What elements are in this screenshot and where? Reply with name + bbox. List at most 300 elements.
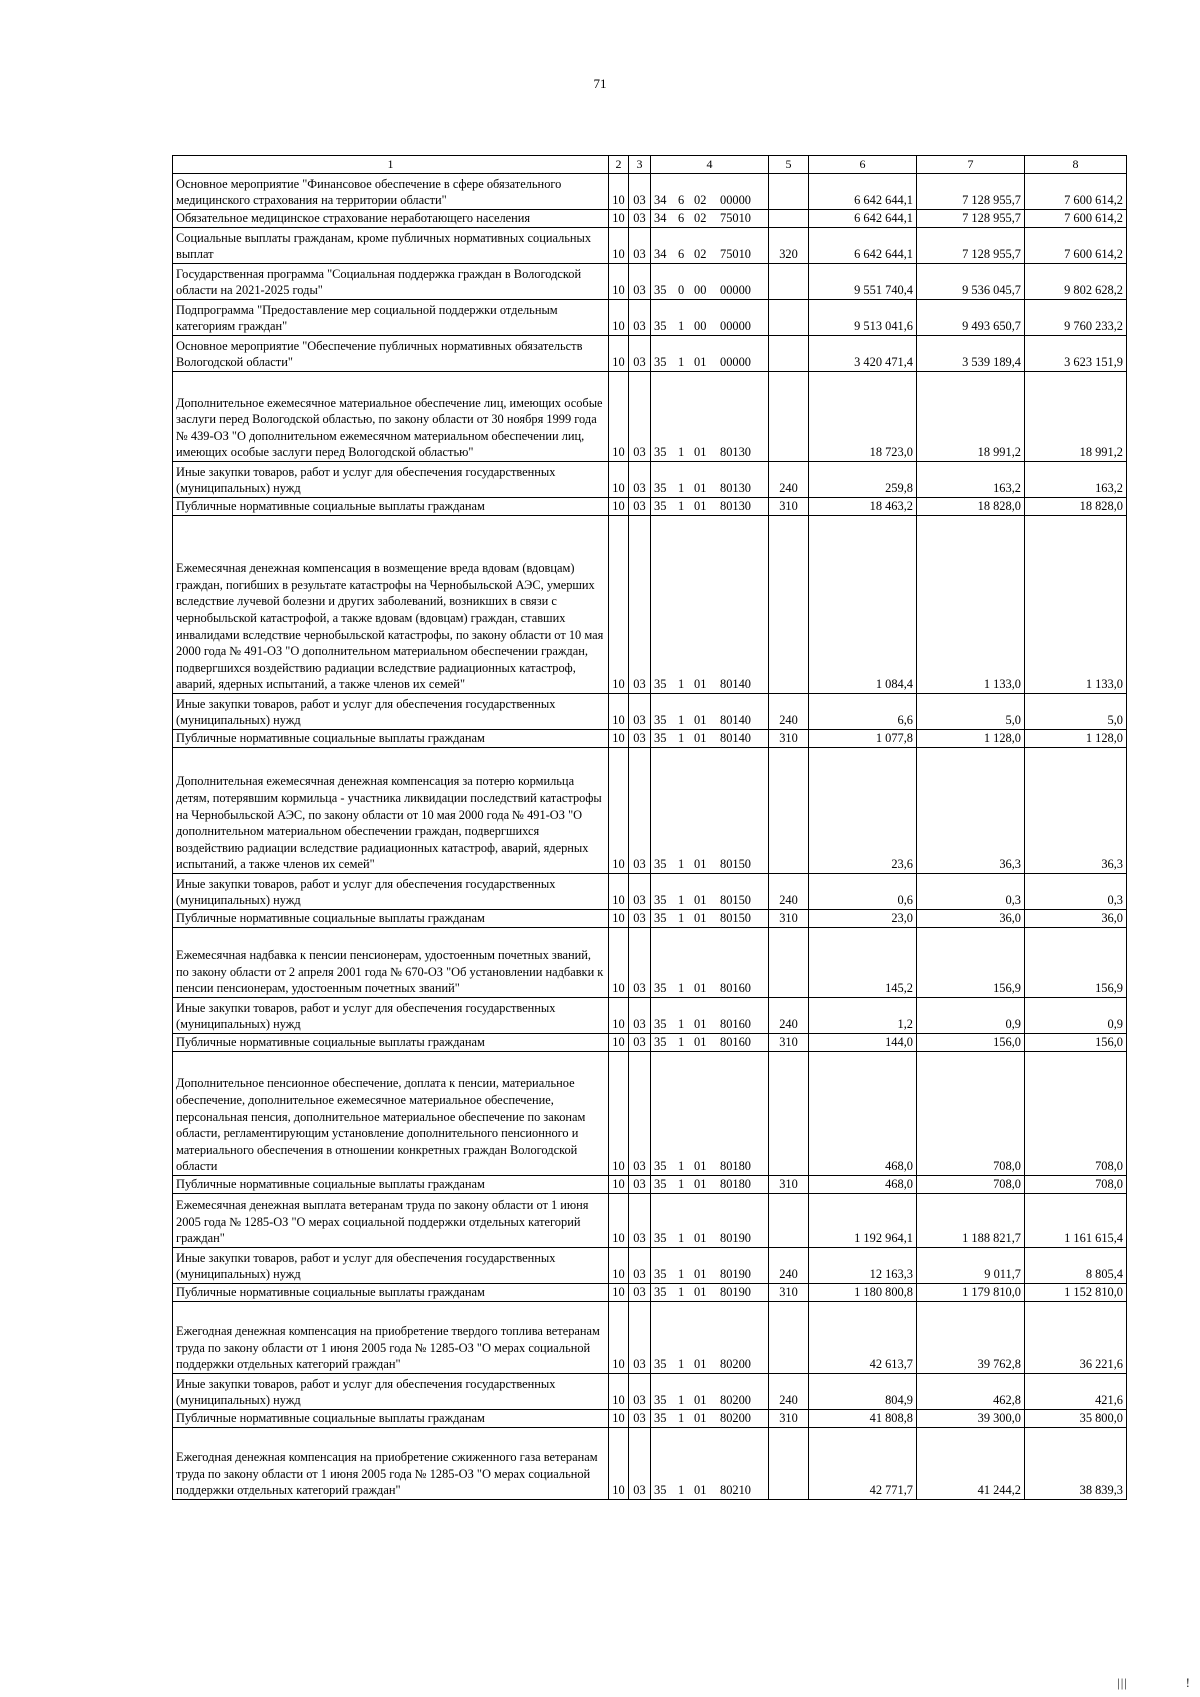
amount-year-2: 36,3 — [917, 748, 1025, 874]
direction-code: 80160 — [720, 1035, 751, 1050]
subsection-code: 03 — [629, 1194, 651, 1248]
table-row — [173, 748, 1127, 874]
row-name: Ежемесячная денежная компенсация в возмещение вреда вдовам (вдовцам) граждан, погибших в результате катастрофы на Чернобыльской АЭС, умерших вследствие лучевой болезни и других заболеваний, возникших в связи с чернобыльской катастрофой, а также вдовам (вдовцам) граждан, ставших инвалидами вследствие чернобыльской катастрофы, по закону области от 10 мая 2000 года № 491-ОЗ "О дополнительном материальном обеспечении граждан, подвергшихся воздействию радиации вследствие радиационных катастроф, аварий, ядерных испытаний, а также членов их семей" — [173, 516, 609, 694]
table-row — [173, 1410, 1127, 1428]
table-row — [173, 228, 1127, 264]
row-name: Дополнительная ежемесячная денежная компенсация за потерю кормильца детям, потерявшим кормильца - участника ликвидации последствий катастрофы на Чернобыльской АЭС, по закону области от 10 мая 2000 года № 491-ОЗ "О дополнительном материальном обеспечении граждан, подвергшихся воздействию радиации вследствие радиационных катастроф, аварий, ядерных испытаний, а также членов их семей" — [173, 748, 609, 874]
direction-code: 00000 — [720, 319, 751, 334]
amount-year-2: 9 011,7 — [917, 1248, 1025, 1284]
direction-code: 80130 — [720, 481, 751, 496]
program-code: 35 — [654, 1017, 667, 1032]
expense-type-code — [769, 264, 809, 300]
subprogram-code: 1 — [678, 1231, 685, 1246]
table-row — [173, 1302, 1127, 1374]
amount-year-3: 9 760 233,2 — [1025, 300, 1127, 336]
column-header: 5 — [769, 156, 809, 174]
section-code: 10 — [609, 1374, 629, 1410]
amount-year-1: 18 463,2 — [809, 498, 917, 516]
amount-year-2: 1 179 810,0 — [917, 1284, 1025, 1302]
target-article-code — [651, 174, 769, 210]
section-code: 10 — [609, 516, 629, 694]
section-code: 10 — [609, 372, 629, 462]
page-number: 71 — [593, 76, 607, 91]
subsection-code: 03 — [629, 694, 651, 730]
amount-year-2: 708,0 — [917, 1176, 1025, 1194]
target-article-code — [651, 1302, 769, 1374]
program-code: 35 — [654, 1231, 667, 1246]
row-name: Иные закупки товаров, работ и услуг для обеспечения государственных (муниципальных) нужд — [173, 1248, 609, 1284]
amount-year-1: 12 163,3 — [809, 1248, 917, 1284]
amount-year-3: 7 600 614,2 — [1025, 174, 1127, 210]
amount-year-2: 9 493 650,7 — [917, 300, 1025, 336]
row-name: Иные закупки товаров, работ и услуг для обеспечения государственных (муниципальных) нужд — [173, 1374, 609, 1410]
row-name: Обязательное медицинское страхование неработающего населения — [173, 210, 609, 228]
amount-year-3: 5,0 — [1025, 694, 1127, 730]
amount-year-3: 35 800,0 — [1025, 1410, 1127, 1428]
amount-year-3: 1 152 810,0 — [1025, 1284, 1127, 1302]
subsection-code: 03 — [629, 210, 651, 228]
subprogram-code: 1 — [678, 481, 685, 496]
amount-year-1: 145,2 — [809, 928, 917, 998]
subsection-code: 03 — [629, 1034, 651, 1052]
row-name: Дополнительное ежемесячное материальное обеспечение лиц, имеющих особые заслуги перед Вологодской областью, по закону области от 30 ноября 1999 года № 439-ОЗ "О дополнительном ежемесячном материальном обеспечении лиц, имеющих особые заслуги перед Вологодской областью" — [173, 372, 609, 462]
subsection-code: 03 — [629, 498, 651, 516]
section-code: 10 — [609, 210, 629, 228]
expense-type-code: 240 — [769, 462, 809, 498]
expense-type-code — [769, 174, 809, 210]
subsection-code: 03 — [629, 1410, 651, 1428]
table-row — [173, 462, 1127, 498]
event-code: 01 — [694, 499, 707, 514]
amount-year-1: 23,6 — [809, 748, 917, 874]
section-code: 10 — [609, 928, 629, 998]
direction-code: 00000 — [720, 193, 751, 208]
expense-type-code — [769, 516, 809, 694]
amount-year-1: 0,6 — [809, 874, 917, 910]
program-code: 35 — [654, 481, 667, 496]
section-code: 10 — [609, 1284, 629, 1302]
amount-year-2: 18 991,2 — [917, 372, 1025, 462]
direction-code: 80130 — [720, 499, 751, 514]
amount-year-2: 0,3 — [917, 874, 1025, 910]
target-article-code — [651, 694, 769, 730]
target-article-code — [651, 1428, 769, 1500]
row-name: Дополнительное пенсионное обеспечение, доплата к пенсии, материальное обеспечение, дополнительное ежемесячное материальное обеспечение, персональная пенсия, дополнительное материальное обеспечение по законам области, регламентирующим установление дополнительного пенсионного и материального обеспечения в отношении конкретных граждан Вологодской области — [173, 1052, 609, 1176]
section-code: 10 — [609, 1194, 629, 1248]
amount-year-3: 18 991,2 — [1025, 372, 1127, 462]
subsection-code: 03 — [629, 228, 651, 264]
program-code: 35 — [654, 893, 667, 908]
direction-code: 80190 — [720, 1285, 751, 1300]
direction-code: 80140 — [720, 731, 751, 746]
amount-year-2: 0,9 — [917, 998, 1025, 1034]
amount-year-3: 36 221,6 — [1025, 1302, 1127, 1374]
target-article-code — [651, 748, 769, 874]
section-code: 10 — [609, 748, 629, 874]
row-name: Государственная программа "Социальная поддержка граждан в Вологодской области на 2021-2025 годы" — [173, 264, 609, 300]
section-code: 10 — [609, 730, 629, 748]
section-code: 10 — [609, 336, 629, 372]
column-header: 1 — [173, 156, 609, 174]
direction-code: 80150 — [720, 893, 751, 908]
table-row — [173, 1428, 1127, 1500]
subprogram-code: 6 — [678, 247, 685, 262]
amount-year-3: 9 802 628,2 — [1025, 264, 1127, 300]
expense-type-code: 240 — [769, 998, 809, 1034]
expense-type-code: 310 — [769, 730, 809, 748]
subprogram-code: 1 — [678, 1483, 685, 1498]
subsection-code: 03 — [629, 300, 651, 336]
table-row — [173, 174, 1127, 210]
event-code: 01 — [694, 713, 707, 728]
subprogram-code: 1 — [678, 355, 685, 370]
section-code: 10 — [609, 998, 629, 1034]
direction-code: 80150 — [720, 857, 751, 872]
amount-year-1: 23,0 — [809, 910, 917, 928]
subsection-code: 03 — [629, 1176, 651, 1194]
amount-year-2: 462,8 — [917, 1374, 1025, 1410]
subprogram-code: 6 — [678, 193, 685, 208]
table-row — [173, 300, 1127, 336]
amount-year-1: 42 771,7 — [809, 1428, 917, 1500]
target-article-code — [651, 498, 769, 516]
amount-year-2: 163,2 — [917, 462, 1025, 498]
event-code: 02 — [694, 211, 707, 226]
subsection-code: 03 — [629, 998, 651, 1034]
table-row — [173, 694, 1127, 730]
amount-year-1: 6 642 644,1 — [809, 174, 917, 210]
amount-year-1: 9 551 740,4 — [809, 264, 917, 300]
target-article-code — [651, 1374, 769, 1410]
direction-code: 80140 — [720, 713, 751, 728]
target-article-code — [651, 928, 769, 998]
target-article-code — [651, 372, 769, 462]
section-code: 10 — [609, 1428, 629, 1500]
subprogram-code: 1 — [678, 713, 685, 728]
column-header: 8 — [1025, 156, 1127, 174]
target-article-code — [651, 1194, 769, 1248]
target-article-code — [651, 1052, 769, 1176]
amount-year-3: 156,9 — [1025, 928, 1127, 998]
target-article-code — [651, 228, 769, 264]
expense-type-code: 240 — [769, 1248, 809, 1284]
subprogram-code: 1 — [678, 1177, 685, 1192]
target-article-code — [651, 910, 769, 928]
program-code: 35 — [654, 1177, 667, 1192]
expense-type-code: 310 — [769, 1410, 809, 1428]
expense-type-code: 240 — [769, 1374, 809, 1410]
row-name: Иные закупки товаров, работ и услуг для обеспечения государственных (муниципальных) нужд — [173, 998, 609, 1034]
amount-year-1: 259,8 — [809, 462, 917, 498]
event-code: 01 — [694, 981, 707, 996]
subsection-code: 03 — [629, 1428, 651, 1500]
table-row — [173, 1052, 1127, 1176]
target-article-code — [651, 1248, 769, 1284]
program-code: 34 — [654, 247, 667, 262]
direction-code: 00000 — [720, 355, 751, 370]
program-code: 34 — [654, 211, 667, 226]
event-code: 01 — [694, 1483, 707, 1498]
target-article-code — [651, 874, 769, 910]
table-row — [173, 1374, 1127, 1410]
section-code: 10 — [609, 264, 629, 300]
row-name: Публичные нормативные социальные выплаты гражданам — [173, 910, 609, 928]
expense-type-code — [769, 210, 809, 228]
row-name: Иные закупки товаров, работ и услуг для обеспечения государственных (муниципальных) нужд — [173, 462, 609, 498]
event-code: 01 — [694, 1159, 707, 1174]
program-code: 35 — [654, 1357, 667, 1372]
event-code: 01 — [694, 911, 707, 926]
column-header: 6 — [809, 156, 917, 174]
column-header: 2 — [609, 156, 629, 174]
table-row — [173, 498, 1127, 516]
target-article-code — [651, 1034, 769, 1052]
table-row — [173, 516, 1127, 694]
event-code: 01 — [694, 1035, 707, 1050]
expense-type-code: 240 — [769, 694, 809, 730]
subsection-code: 03 — [629, 462, 651, 498]
subprogram-code: 1 — [678, 1411, 685, 1426]
row-name: Публичные нормативные социальные выплаты гражданам — [173, 1284, 609, 1302]
table-row — [173, 874, 1127, 910]
direction-code: 75010 — [720, 247, 751, 262]
row-name: Иные закупки товаров, работ и услуг для обеспечения государственных (муниципальных) нужд — [173, 874, 609, 910]
row-name: Иные закупки товаров, работ и услуг для обеспечения государственных (муниципальных) нужд — [173, 694, 609, 730]
amount-year-1: 144,0 — [809, 1034, 917, 1052]
amount-year-3: 36,3 — [1025, 748, 1127, 874]
amount-year-1: 1 192 964,1 — [809, 1194, 917, 1248]
amount-year-3: 0,9 — [1025, 998, 1127, 1034]
target-article-code — [651, 210, 769, 228]
program-code: 35 — [654, 1411, 667, 1426]
expense-type-code: 320 — [769, 228, 809, 264]
amount-year-2: 1 128,0 — [917, 730, 1025, 748]
column-header: 3 — [629, 156, 651, 174]
target-article-code — [651, 998, 769, 1034]
section-code: 10 — [609, 300, 629, 336]
footer-tick: ! — [1185, 1675, 1190, 1690]
row-name: Публичные нормативные социальные выплаты гражданам — [173, 730, 609, 748]
program-code: 35 — [654, 911, 667, 926]
subsection-code: 03 — [629, 1284, 651, 1302]
direction-code: 75010 — [720, 211, 751, 226]
amount-year-3: 156,0 — [1025, 1034, 1127, 1052]
table-row — [173, 372, 1127, 462]
subprogram-code: 1 — [678, 1017, 685, 1032]
direction-code: 80200 — [720, 1357, 751, 1372]
subprogram-code: 1 — [678, 1267, 685, 1282]
program-code: 35 — [654, 319, 667, 334]
target-article-code — [651, 462, 769, 498]
subsection-code: 03 — [629, 174, 651, 210]
direction-code: 80190 — [720, 1231, 751, 1246]
amount-year-3: 7 600 614,2 — [1025, 210, 1127, 228]
amount-year-1: 18 723,0 — [809, 372, 917, 462]
direction-code: 80130 — [720, 445, 751, 460]
amount-year-1: 6 642 644,1 — [809, 210, 917, 228]
subsection-code: 03 — [629, 730, 651, 748]
event-code: 01 — [694, 893, 707, 908]
amount-year-2: 1 188 821,7 — [917, 1194, 1025, 1248]
direction-code: 80160 — [720, 981, 751, 996]
program-code: 35 — [654, 445, 667, 460]
program-code: 35 — [654, 1285, 667, 1300]
amount-year-3: 8 805,4 — [1025, 1248, 1127, 1284]
amount-year-2: 18 828,0 — [917, 498, 1025, 516]
subprogram-code: 1 — [678, 677, 685, 692]
table-row — [173, 264, 1127, 300]
event-code: 01 — [694, 1411, 707, 1426]
program-code: 35 — [654, 731, 667, 746]
row-name: Основное мероприятие "Обеспечение публичных нормативных обязательств Вологодской области" — [173, 336, 609, 372]
amount-year-2: 5,0 — [917, 694, 1025, 730]
subsection-code: 03 — [629, 910, 651, 928]
subprogram-code: 1 — [678, 1285, 685, 1300]
subprogram-code: 1 — [678, 499, 685, 514]
event-code: 01 — [694, 1357, 707, 1372]
table-row — [173, 998, 1127, 1034]
amount-year-2: 41 244,2 — [917, 1428, 1025, 1500]
table-row — [173, 1034, 1127, 1052]
amount-year-2: 1 133,0 — [917, 516, 1025, 694]
event-code: 01 — [694, 857, 707, 872]
amount-year-1: 6 642 644,1 — [809, 228, 917, 264]
table-header-row — [173, 156, 1127, 174]
amount-year-3: 1 133,0 — [1025, 516, 1127, 694]
direction-code: 80140 — [720, 677, 751, 692]
program-code: 35 — [654, 355, 667, 370]
target-article-code — [651, 1176, 769, 1194]
row-name: Публичные нормативные социальные выплаты гражданам — [173, 1410, 609, 1428]
expense-type-code — [769, 1052, 809, 1176]
amount-year-1: 1,2 — [809, 998, 917, 1034]
amount-year-3: 3 623 151,9 — [1025, 336, 1127, 372]
amount-year-1: 804,9 — [809, 1374, 917, 1410]
amount-year-2: 9 536 045,7 — [917, 264, 1025, 300]
expense-type-code — [769, 336, 809, 372]
event-code: 01 — [694, 481, 707, 496]
subsection-code: 03 — [629, 1248, 651, 1284]
amount-year-2: 708,0 — [917, 1052, 1025, 1176]
program-code: 35 — [654, 857, 667, 872]
subprogram-code: 6 — [678, 211, 685, 226]
section-code: 10 — [609, 1302, 629, 1374]
amount-year-1: 1 077,8 — [809, 730, 917, 748]
amount-year-2: 3 539 189,4 — [917, 336, 1025, 372]
amount-year-3: 7 600 614,2 — [1025, 228, 1127, 264]
amount-year-3: 421,6 — [1025, 1374, 1127, 1410]
subsection-code: 03 — [629, 874, 651, 910]
program-code: 35 — [654, 981, 667, 996]
amount-year-3: 0,3 — [1025, 874, 1127, 910]
subprogram-code: 1 — [678, 893, 685, 908]
subsection-code: 03 — [629, 516, 651, 694]
expense-type-code — [769, 748, 809, 874]
direction-code: 80180 — [720, 1177, 751, 1192]
target-article-code — [651, 730, 769, 748]
event-code: 01 — [694, 1285, 707, 1300]
program-code: 35 — [654, 1035, 667, 1050]
event-code: 01 — [694, 355, 707, 370]
subsection-code: 03 — [629, 1052, 651, 1176]
amount-year-1: 6,6 — [809, 694, 917, 730]
expense-type-code: 310 — [769, 910, 809, 928]
row-name: Основное мероприятие "Финансовое обеспечение в сфере обязательного медицинского страхования на территории области" — [173, 174, 609, 210]
event-code: 01 — [694, 1393, 707, 1408]
direction-code: 00000 — [720, 283, 751, 298]
table-body — [173, 174, 1127, 1500]
amount-year-2: 39 762,8 — [917, 1302, 1025, 1374]
section-code: 10 — [609, 1248, 629, 1284]
direction-code: 80150 — [720, 911, 751, 926]
row-name: Ежемесячная денежная выплата ветеранам труда по закону области от 1 июня 2005 года № 1285-ОЗ "О мерах социальной поддержки отдельных категорий граждан" — [173, 1194, 609, 1248]
target-article-code — [651, 336, 769, 372]
amount-year-1: 468,0 — [809, 1176, 917, 1194]
subprogram-code: 1 — [678, 911, 685, 926]
subprogram-code: 1 — [678, 731, 685, 746]
row-name: Публичные нормативные социальные выплаты гражданам — [173, 1176, 609, 1194]
subsection-code: 03 — [629, 264, 651, 300]
column-header: 4 — [651, 156, 769, 174]
expense-type-code: 240 — [769, 874, 809, 910]
footer-mark: ||| — [1117, 1675, 1128, 1690]
amount-year-1: 1 084,4 — [809, 516, 917, 694]
expense-type-code: 310 — [769, 498, 809, 516]
section-code: 10 — [609, 174, 629, 210]
amount-year-3: 38 839,3 — [1025, 1428, 1127, 1500]
event-code: 01 — [694, 1231, 707, 1246]
expense-type-code — [769, 1302, 809, 1374]
expense-type-code — [769, 928, 809, 998]
row-name: Публичные нормативные социальные выплаты гражданам — [173, 498, 609, 516]
table-row — [173, 910, 1127, 928]
subsection-code: 03 — [629, 1302, 651, 1374]
amount-year-2: 36,0 — [917, 910, 1025, 928]
target-article-code — [651, 1410, 769, 1428]
event-code: 00 — [694, 283, 707, 298]
subprogram-code: 1 — [678, 445, 685, 460]
section-code: 10 — [609, 228, 629, 264]
subprogram-code: 1 — [678, 1159, 685, 1174]
event-code: 01 — [694, 677, 707, 692]
target-article-code — [651, 264, 769, 300]
section-code: 10 — [609, 1034, 629, 1052]
table-row — [173, 1176, 1127, 1194]
table-row — [173, 1284, 1127, 1302]
section-code: 10 — [609, 1176, 629, 1194]
program-code: 35 — [654, 1483, 667, 1498]
program-code: 35 — [654, 283, 667, 298]
amount-year-2: 156,0 — [917, 1034, 1025, 1052]
expense-type-code: 310 — [769, 1034, 809, 1052]
amount-year-1: 9 513 041,6 — [809, 300, 917, 336]
subprogram-code: 1 — [678, 1357, 685, 1372]
row-name: Публичные нормативные социальные выплаты гражданам — [173, 1034, 609, 1052]
direction-code: 80190 — [720, 1267, 751, 1282]
section-code: 10 — [609, 694, 629, 730]
event-code: 01 — [694, 1267, 707, 1282]
subprogram-code: 1 — [678, 857, 685, 872]
subprogram-code: 1 — [678, 981, 685, 996]
expense-type-code: 310 — [769, 1176, 809, 1194]
amount-year-1: 41 808,8 — [809, 1410, 917, 1428]
row-name: Ежегодная денежная компенсация на приобретение твердого топлива ветеранам труда по закону области от 1 июня 2005 года № 1285-ОЗ "О мерах социальной поддержки отдельных категорий граждан" — [173, 1302, 609, 1374]
amount-year-1: 468,0 — [809, 1052, 917, 1176]
amount-year-3: 163,2 — [1025, 462, 1127, 498]
target-article-code — [651, 516, 769, 694]
program-code: 34 — [654, 193, 667, 208]
subsection-code: 03 — [629, 748, 651, 874]
